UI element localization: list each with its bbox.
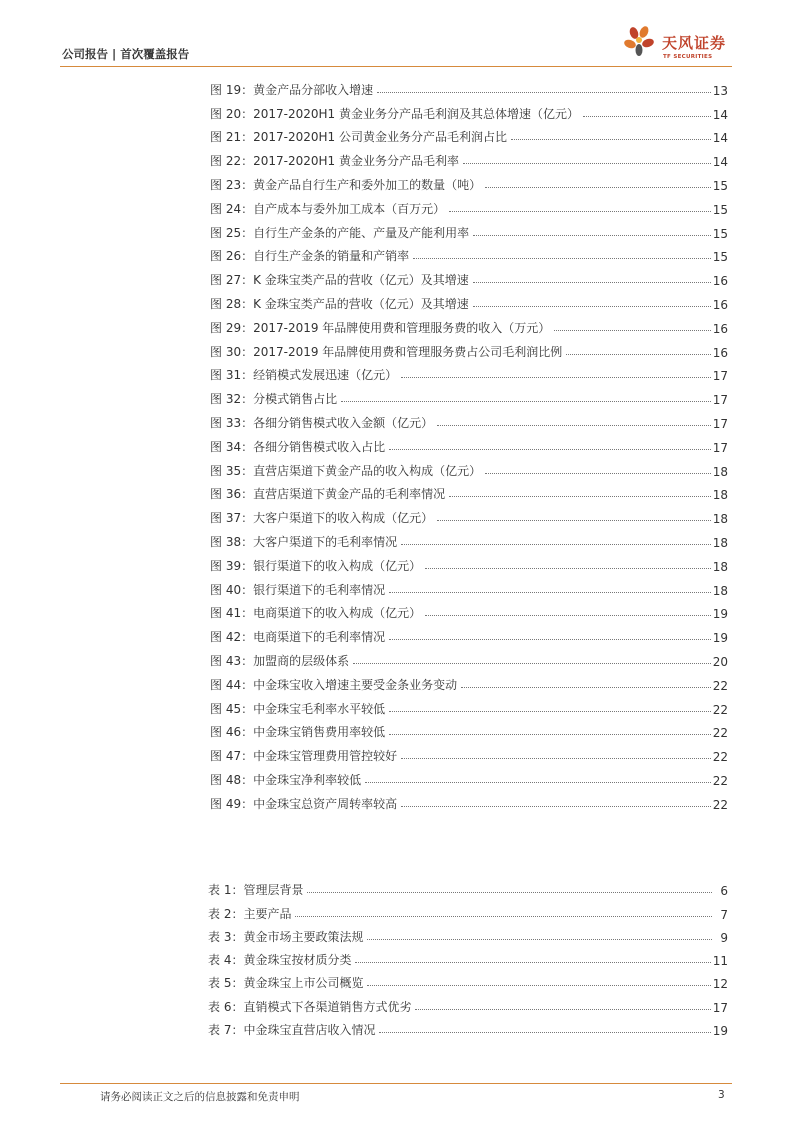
toc-entry-page: 13 xyxy=(712,83,728,98)
toc-entry-label: 图 42：电商渠道下的毛利率情况 xyxy=(210,630,386,645)
figure-toc-entry[interactable] xyxy=(210,312,728,336)
toc-entry-label: 图 28：K 金珠宝类产品的营收（亿元）及其增速 xyxy=(210,296,469,311)
figure-toc-entry[interactable] xyxy=(210,431,728,455)
figure-toc-entry[interactable] xyxy=(210,669,728,693)
toc-entry-page: 16 xyxy=(712,321,728,336)
toc-entry-label: 图 37：大客户渠道下的收入构成（亿元） xyxy=(210,511,434,526)
toc-entry-page: 18 xyxy=(712,464,728,479)
logo-english-text: TF SECURITIES xyxy=(663,54,713,60)
dot-leader xyxy=(353,663,711,664)
dot-leader xyxy=(473,306,711,307)
figure-toc-entry[interactable] xyxy=(210,740,728,764)
figure-toc-entry[interactable] xyxy=(210,764,728,788)
page-number: 3 xyxy=(718,1089,725,1101)
toc-entry-label: 图 39：银行渠道下的收入构成（亿元） xyxy=(210,558,422,573)
toc-entry-label: 图 22：2017-2020H1 黄金业务分产品毛利率 xyxy=(210,154,459,169)
dot-leader xyxy=(307,892,712,893)
toc-entry-page: 19 xyxy=(712,631,728,646)
toc-entry-label: 图 24：自产成本与委外加工成本（百万元） xyxy=(210,201,446,216)
toc-entry-label: 图 29：2017-2019 年品牌使用费和管理服务费的收入（万元） xyxy=(210,320,551,335)
logo-chinese-text: 天风证券 xyxy=(662,34,727,52)
report-type-label: 公司报告 | 首次覆盖报告 xyxy=(62,47,190,61)
dot-leader xyxy=(463,163,711,164)
dot-leader xyxy=(365,782,711,783)
figure-toc-entry[interactable] xyxy=(210,693,728,717)
figure-toc-entry[interactable] xyxy=(210,217,728,241)
table-toc-entry[interactable] xyxy=(208,991,728,1014)
dot-leader xyxy=(367,985,710,986)
toc-entry-page: 18 xyxy=(712,559,728,574)
figure-toc-entry[interactable] xyxy=(210,264,728,288)
figure-toc-entry[interactable] xyxy=(210,336,728,360)
figure-toc-entry[interactable] xyxy=(210,98,728,122)
figure-toc-entry[interactable] xyxy=(210,383,728,407)
dot-leader xyxy=(566,354,710,355)
toc-entry-page: 11 xyxy=(712,954,728,969)
dot-leader xyxy=(437,520,711,521)
figure-toc-entry[interactable] xyxy=(210,645,728,669)
toc-entry-page: 16 xyxy=(712,345,728,360)
toc-entry-label: 图 40：银行渠道下的毛利率情况 xyxy=(210,582,386,597)
dot-leader xyxy=(389,639,711,640)
dot-leader xyxy=(485,473,711,474)
toc-entry-page: 14 xyxy=(712,107,728,122)
dot-leader xyxy=(389,734,711,735)
toc-entry-page: 15 xyxy=(712,202,728,217)
dot-leader xyxy=(449,211,711,212)
toc-entry-label: 图 47：中金珠宝管理费用管控较好 xyxy=(210,749,398,764)
toc-entry-label: 图 43：加盟商的层级体系 xyxy=(210,653,350,668)
toc-entry-label: 图 25：自行生产金条的产能、产量及产能利用率 xyxy=(210,225,470,240)
toc-entry-page: 14 xyxy=(712,131,728,146)
toc-entry-page: 22 xyxy=(712,726,728,741)
figure-toc-entry[interactable] xyxy=(210,479,728,503)
dot-leader xyxy=(583,116,711,117)
dot-leader xyxy=(401,544,711,545)
toc-entry-label: 图 44：中金珠宝收入增速主要受金条业务变动 xyxy=(210,677,458,692)
figure-toc-entry[interactable] xyxy=(210,502,728,526)
table-toc-entry[interactable] xyxy=(208,898,728,921)
dot-leader xyxy=(355,962,710,963)
table-toc-entry[interactable] xyxy=(208,1015,728,1038)
dot-leader xyxy=(389,449,711,450)
toc-entry-page: 18 xyxy=(712,583,728,598)
toc-entry-label: 图 31：经销模式发展迅速（亿元） xyxy=(210,368,398,383)
dot-leader xyxy=(473,282,711,283)
toc-entry-page: 19 xyxy=(712,607,728,622)
toc-entry-label: 图 21：2017-2020H1 公司黄金业务分产品毛利润占比 xyxy=(210,130,507,145)
toc-entry-page: 9 xyxy=(720,930,728,945)
toc-entry-label: 图 36：直营店渠道下黄金产品的毛利率情况 xyxy=(210,487,446,502)
dot-leader xyxy=(425,615,711,616)
figure-toc-entry[interactable] xyxy=(210,526,728,550)
dot-leader xyxy=(389,711,711,712)
toc-entry-label: 表 5：黄金珠宝上市公司概览 xyxy=(208,976,364,991)
figure-toc-entry[interactable] xyxy=(210,169,728,193)
toc-entry-page: 7 xyxy=(720,907,728,922)
header-divider xyxy=(60,66,732,67)
dot-leader xyxy=(437,425,711,426)
toc-entry-page: 18 xyxy=(712,512,728,527)
dot-leader xyxy=(379,1032,710,1033)
toc-entry-page: 17 xyxy=(712,440,728,455)
toc-entry-page: 22 xyxy=(712,702,728,717)
toc-entry-page: 6 xyxy=(720,884,728,899)
toc-entry-label: 图 38：大客户渠道下的毛利率情况 xyxy=(210,534,398,549)
dot-leader xyxy=(377,92,711,93)
dot-leader xyxy=(425,568,711,569)
dot-leader xyxy=(511,139,711,140)
toc-entry-label: 图 27：K 金珠宝类产品的营收（亿元）及其增速 xyxy=(210,273,469,288)
toc-entry-label: 图 30：2017-2019 年品牌使用费和管理服务费占公司毛利润比例 xyxy=(210,344,563,359)
toc-entry-label: 图 34：各细分销售模式收入占比 xyxy=(210,439,386,454)
figure-toc-entry[interactable] xyxy=(210,241,728,265)
toc-entry-label: 图 48：中金珠宝净利率较低 xyxy=(210,772,362,787)
toc-entry-page: 15 xyxy=(712,178,728,193)
figure-toc-entry[interactable] xyxy=(210,455,728,479)
figure-toc-entry[interactable] xyxy=(210,550,728,574)
toc-entry-label: 图 23：黄金产品自行生产和委外加工的数量（吨） xyxy=(210,177,482,192)
dot-leader xyxy=(449,496,711,497)
toc-entry-label: 图 32：分模式销售占比 xyxy=(210,392,338,407)
toc-entry-page: 12 xyxy=(712,977,728,992)
toc-entry-page: 17 xyxy=(712,393,728,408)
dot-leader xyxy=(401,377,711,378)
figure-toc-entry[interactable] xyxy=(210,407,728,431)
dot-leader xyxy=(473,235,711,236)
toc-entry-page: 15 xyxy=(712,226,728,241)
toc-entry-label: 图 45：中金珠宝毛利率水平较低 xyxy=(210,701,386,716)
toc-entry-label: 图 33：各细分销售模式收入金额（亿元） xyxy=(210,415,434,430)
dot-leader xyxy=(341,401,711,402)
dot-leader xyxy=(415,1009,710,1010)
toc-entry-label: 图 19：黄金产品分部收入增速 xyxy=(210,82,374,97)
toc-entry-label: 图 20：2017-2020H1 黄金业务分产品毛利润及其总体增速（亿元） xyxy=(210,106,579,121)
dot-leader xyxy=(485,187,711,188)
logo-flower-icon xyxy=(622,24,658,64)
figure-toc-entry[interactable] xyxy=(210,788,728,812)
toc-entry-page: 22 xyxy=(712,678,728,693)
dot-leader xyxy=(389,592,711,593)
toc-entry-page: 16 xyxy=(712,274,728,289)
toc-entry-label: 表 3：黄金市场主要政策法规 xyxy=(208,929,364,944)
toc-entry-page: 19 xyxy=(712,1024,728,1039)
toc-entry-page: 17 xyxy=(712,369,728,384)
toc-entry-page: 14 xyxy=(712,155,728,170)
figure-toc-entry[interactable] xyxy=(210,360,728,384)
figure-toc-entry[interactable] xyxy=(210,598,728,622)
table-index-list xyxy=(208,875,728,1038)
dot-leader xyxy=(295,916,712,917)
dot-leader xyxy=(401,806,711,807)
dot-leader xyxy=(401,758,711,759)
figure-toc-entry[interactable] xyxy=(210,122,728,146)
figure-toc-entry[interactable] xyxy=(210,621,728,645)
toc-entry-page: 15 xyxy=(712,250,728,265)
figure-toc-entry[interactable] xyxy=(210,145,728,169)
table-toc-entry[interactable] xyxy=(208,968,728,991)
toc-entry-page: 22 xyxy=(712,773,728,788)
toc-entry-label: 表 2：主要产品 xyxy=(208,906,292,921)
toc-entry-page: 22 xyxy=(712,750,728,765)
toc-entry-label: 表 4：黄金珠宝按材质分类 xyxy=(208,953,352,968)
toc-entry-page: 22 xyxy=(712,797,728,812)
footer-divider xyxy=(60,1083,732,1084)
toc-entry-page: 18 xyxy=(712,488,728,503)
table-toc-entry[interactable] xyxy=(208,945,728,968)
toc-entry-page: 18 xyxy=(712,535,728,550)
dot-leader xyxy=(554,330,710,331)
toc-entry-label: 图 46：中金珠宝销售费用率较低 xyxy=(210,725,386,740)
company-logo xyxy=(622,24,734,64)
table-toc-entry[interactable] xyxy=(208,875,728,898)
toc-entry-label: 图 26：自行生产金条的销量和产销率 xyxy=(210,249,410,264)
toc-entry-label: 表 6：直销模式下各渠道销售方式优劣 xyxy=(208,999,412,1014)
toc-entry-label: 表 1：管理层背景 xyxy=(208,883,304,898)
footer-disclaimer: 请务必阅读正文之后的信息披露和免责申明 xyxy=(100,1091,300,1103)
toc-entry-label: 图 35：直营店渠道下黄金产品的收入构成（亿元） xyxy=(210,463,482,478)
toc-entry-label: 图 41：电商渠道下的收入构成（亿元） xyxy=(210,606,422,621)
toc-entry-label: 表 7：中金珠宝直营店收入情况 xyxy=(208,1023,376,1038)
toc-entry-page: 20 xyxy=(712,654,728,669)
figure-toc-entry[interactable] xyxy=(210,74,728,98)
toc-entry-label: 图 49：中金珠宝总资产周转率较高 xyxy=(210,796,398,811)
toc-entry-page: 16 xyxy=(712,297,728,312)
dot-leader xyxy=(461,687,711,688)
figure-toc-entry[interactable] xyxy=(210,288,728,312)
dot-leader xyxy=(413,258,711,259)
figure-toc-entry[interactable] xyxy=(210,574,728,598)
toc-entry-page: 17 xyxy=(712,416,728,431)
figure-toc-entry[interactable] xyxy=(210,193,728,217)
figure-index-list xyxy=(210,74,728,812)
table-toc-entry[interactable] xyxy=(208,922,728,945)
toc-entry-page: 17 xyxy=(712,1000,728,1015)
dot-leader xyxy=(367,939,712,940)
figure-toc-entry[interactable] xyxy=(210,717,728,741)
